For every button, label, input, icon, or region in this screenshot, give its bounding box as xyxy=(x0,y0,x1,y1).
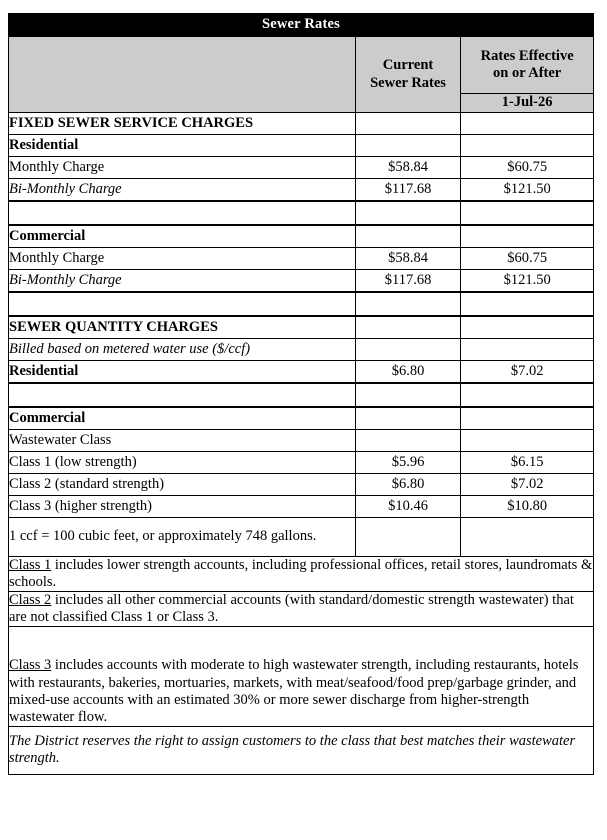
value-fixed-res-monthly-effective: $60.75 xyxy=(461,157,594,179)
column-header-rates-effective xyxy=(461,37,594,94)
note-row-class-1 xyxy=(9,557,594,592)
cell-blank xyxy=(355,339,461,361)
cell-blank xyxy=(355,225,461,248)
cell-blank xyxy=(461,292,594,316)
note-class-3-term: Class 3 xyxy=(9,657,52,674)
subheading-fixed-residential: Residential xyxy=(9,135,356,157)
cell-blank xyxy=(461,383,594,407)
cell-blank xyxy=(461,225,594,248)
cell-blank xyxy=(355,201,461,225)
sewer-rates-table xyxy=(8,13,594,775)
cell-blank xyxy=(355,430,461,452)
value-fixed-com-monthly-current: $58.84 xyxy=(355,248,461,270)
cell-blank xyxy=(355,316,461,339)
note-class-1-term: Class 1 xyxy=(9,557,52,573)
cell-blank xyxy=(461,316,594,339)
note-class-2-term: Class 2 xyxy=(9,592,52,609)
value-quantity-residential-current: $6.80 xyxy=(355,361,461,384)
table-row xyxy=(9,496,594,518)
note-district-statement: The District reserves the right to assign customers to the class that best matches their wastewater strength. xyxy=(9,726,594,774)
table-row xyxy=(9,179,594,202)
subheading-quantity-commercial: Commercial xyxy=(9,407,356,430)
table-row xyxy=(9,248,594,270)
column-header-current-sewer-rates xyxy=(355,37,461,113)
cell-blank xyxy=(355,135,461,157)
value-class-1-current: $5.96 xyxy=(355,452,461,474)
value-class-1-effective: $6.15 xyxy=(461,452,594,474)
note-class-1-text: includes lower strength accounts, including professional offices, retail stores, laundromats & schools. xyxy=(9,557,593,591)
column-header-effective-date: 1-Jul-26 xyxy=(461,94,594,113)
value-class-2-current: $6.80 xyxy=(355,474,461,496)
table-row xyxy=(9,135,594,157)
note-class-1 xyxy=(9,557,594,592)
page-title: Sewer Rates xyxy=(9,14,594,37)
row-label-wastewater-class: Wastewater Class xyxy=(9,430,356,452)
note-quantity-billing-basis: Billed based on metered water use ($/ccf) xyxy=(9,339,356,361)
table-row xyxy=(9,270,594,293)
cell-blank xyxy=(461,135,594,157)
row-label-fixed-res-bimonthly: Bi-Monthly Charge xyxy=(9,179,356,202)
row-label-class-1: Class 1 (low strength) xyxy=(9,452,356,474)
cell-blank xyxy=(355,383,461,407)
header-label-blank xyxy=(9,37,356,113)
value-fixed-com-bimonthly-effective: $121.50 xyxy=(461,270,594,293)
note-row-district-statement xyxy=(9,726,594,774)
cell-blank xyxy=(9,292,356,316)
cell-blank xyxy=(461,113,594,135)
value-quantity-residential-effective: $7.02 xyxy=(461,361,594,384)
row-label-class-2: Class 2 (standard strength) xyxy=(9,474,356,496)
value-fixed-com-bimonthly-current: $117.68 xyxy=(355,270,461,293)
table-row xyxy=(9,113,594,135)
note-class-2 xyxy=(9,592,594,627)
note-row-class-3 xyxy=(9,627,594,726)
note-ccf-definition: 1 ccf = 100 cubic feet, or approximately 748 gallons. xyxy=(9,518,356,557)
value-fixed-res-bimonthly-effective: $121.50 xyxy=(461,179,594,202)
value-class-2-effective: $7.02 xyxy=(461,474,594,496)
cell-blank xyxy=(461,518,594,557)
section-heading-fixed-sewer-service-charges: FIXED SEWER SERVICE CHARGES xyxy=(9,113,356,135)
value-fixed-com-monthly-effective: $60.75 xyxy=(461,248,594,270)
column-header-effective-line2: on or After xyxy=(493,65,562,81)
cell-blank xyxy=(355,113,461,135)
cell-blank xyxy=(461,407,594,430)
spacer-row xyxy=(9,292,594,316)
row-label-quantity-residential: Residential xyxy=(9,361,356,384)
table-row xyxy=(9,316,594,339)
note-row-class-2 xyxy=(9,592,594,627)
table-row xyxy=(9,430,594,452)
cell-blank xyxy=(355,292,461,316)
table-row xyxy=(9,225,594,248)
cell-blank xyxy=(355,518,461,557)
note-class-2-text: includes all other commercial accounts (with standard/domestic strength wastewater) that are not classified Class 1 or Class 3. xyxy=(9,592,574,626)
cell-blank xyxy=(9,383,356,407)
table-row xyxy=(9,361,594,384)
cell-blank xyxy=(9,201,356,225)
row-label-class-3: Class 3 (higher strength) xyxy=(9,496,356,518)
row-label-fixed-com-monthly: Monthly Charge xyxy=(9,248,356,270)
cell-blank xyxy=(461,339,594,361)
table-title-row xyxy=(9,14,594,37)
value-class-3-current: $10.46 xyxy=(355,496,461,518)
column-header-effective-line1: Rates Effective xyxy=(480,47,574,64)
table-row xyxy=(9,407,594,430)
column-header-current-line1: Current xyxy=(382,57,434,74)
note-class-3 xyxy=(9,627,594,726)
table-header-row-top xyxy=(9,37,594,94)
value-fixed-res-monthly-current: $58.84 xyxy=(355,157,461,179)
cell-blank xyxy=(355,407,461,430)
column-header-current-line2: Sewer Rates xyxy=(370,74,446,91)
note-class-3-text: includes accounts with moderate to high wastewater strength, including restaurants, hotels with restaurants, bakeries, mortuaries, markets, with meat/seafood/food prep/garbage grinder, and mixed-use accounts with an estimated 30% or more sewer discharge from higher-strength wastewater flow. xyxy=(9,657,579,725)
table-row xyxy=(9,452,594,474)
subheading-fixed-commercial: Commercial xyxy=(9,225,356,248)
cell-blank xyxy=(461,430,594,452)
table-row xyxy=(9,518,594,557)
table-row xyxy=(9,157,594,179)
value-class-3-effective: $10.80 xyxy=(461,496,594,518)
table-row xyxy=(9,474,594,496)
cell-blank xyxy=(461,201,594,225)
section-heading-sewer-quantity-charges: SEWER QUANTITY CHARGES xyxy=(9,316,356,339)
row-label-fixed-com-bimonthly: Bi-Monthly Charge xyxy=(9,270,356,293)
spacer-row xyxy=(9,383,594,407)
row-label-fixed-res-monthly: Monthly Charge xyxy=(9,157,356,179)
value-fixed-res-bimonthly-current: $117.68 xyxy=(355,179,461,202)
table-row xyxy=(9,339,594,361)
spacer-row xyxy=(9,201,594,225)
